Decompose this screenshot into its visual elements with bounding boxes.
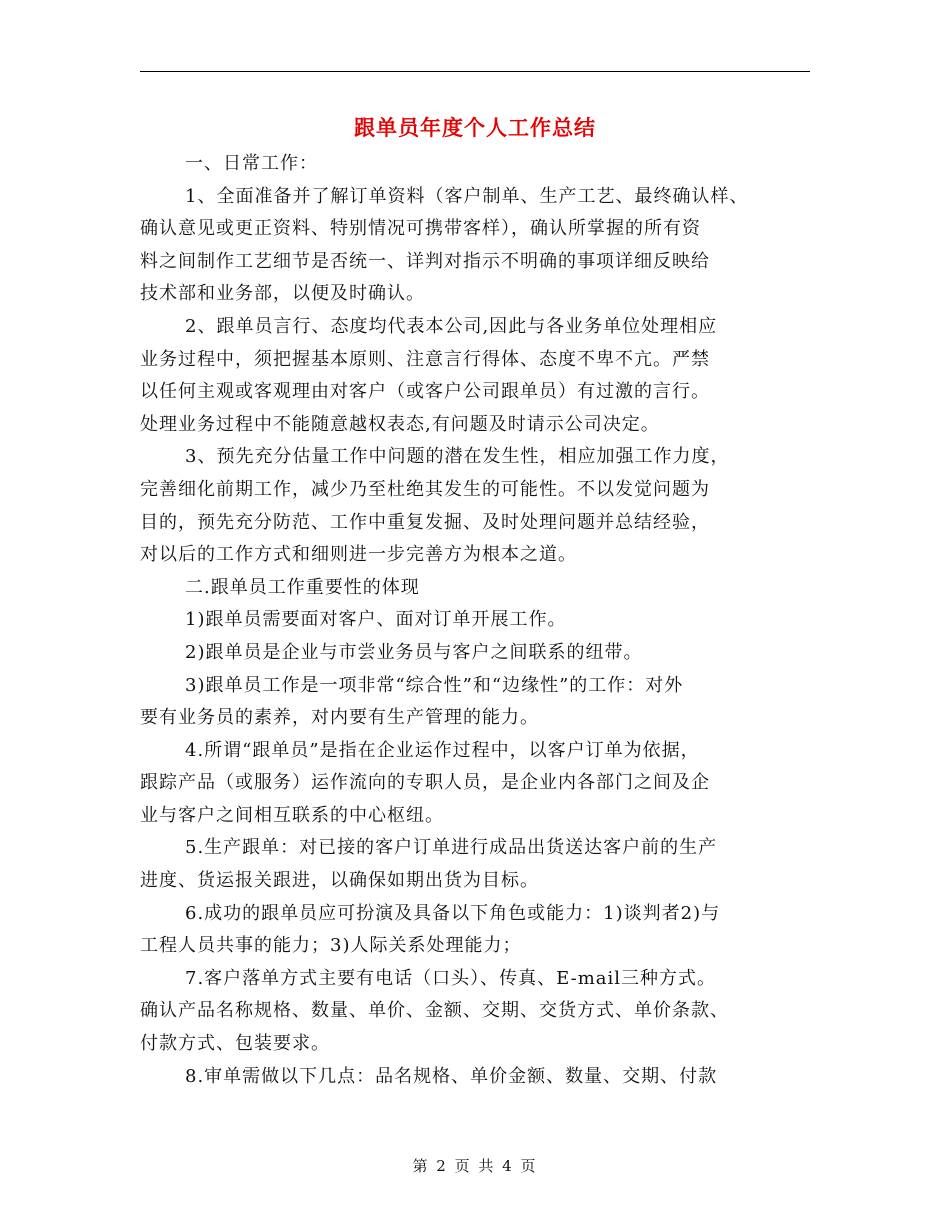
text-line: 一、日常工作： bbox=[185, 153, 318, 174]
text-line: 业务过程中，须把握基本原则、注意言行得体、态度不卑不亢。严禁 bbox=[140, 348, 710, 370]
text-line: 7.客户落单方式主要有电话（口头）、传真、E-mail三种方式。 bbox=[185, 967, 717, 989]
text-line: 确认意见或更正资料、特别情况可携带客样），确认所掌握的所有资 bbox=[140, 218, 701, 240]
text-line: 2)跟单员是企业与市尝业务员与客户之间联系的纽带。 bbox=[185, 641, 643, 663]
text-line: 二.跟单员工作重要性的体现 bbox=[185, 576, 420, 598]
text-line: 业与客户之间相互联系的中心枢纽。 bbox=[140, 804, 444, 826]
text-line: 处理业务过程中不能随意越权表态,有问题及时请示公司决定。 bbox=[140, 413, 660, 435]
text-line: 进度、货运报关跟进，以确保如期出货为目标。 bbox=[140, 870, 539, 892]
document-title: 跟单员年度个人工作总结 bbox=[354, 116, 596, 140]
text-line: 4.所谓“跟单员”是指在企业运作过程中，以客户订单为依据， bbox=[185, 739, 700, 761]
text-line: 以任何主观或客观理由对客户（或客户公司跟单员）有过激的言行。 bbox=[140, 381, 710, 403]
document-body bbox=[140, 148, 830, 1093]
text-line: 技术部和业务部，以便及时确认。 bbox=[140, 283, 425, 305]
text-line: 5.生产跟单：对已接的客户订单进行成品出货送达客户前的生产 bbox=[185, 837, 718, 859]
text-line: 完善细化前期工作，减少乃至杜绝其发生的可能性。不以发觉问题为 bbox=[140, 478, 710, 500]
text-line: 料之间制作工艺细节是否统一、详判对指示不明确的事项详细反映给 bbox=[140, 250, 710, 272]
text-line: 工程人员共事的能力；3)人际关系处理能力； bbox=[140, 935, 522, 957]
text-line: 1)跟单员需要面对客户、面对订单开展工作。 bbox=[185, 609, 567, 631]
text-line: 跟踪产品（或服务）运作流向的专职人员，是企业内各部门之间及企 bbox=[140, 772, 710, 794]
text-line: 1、全面准备并了解订单资料（客户制单、生产工艺、最终确认样、 bbox=[185, 185, 749, 207]
text-line: 3)跟单员工作是一项非常“综合性”和“边缘性”的工作：对外 bbox=[185, 674, 684, 696]
text-line: 付款方式、包装要求。 bbox=[140, 1033, 330, 1055]
text-line: 对以后的工作方式和细则进一步完善方为根本之道。 bbox=[140, 544, 577, 566]
header-rule bbox=[140, 71, 810, 72]
text-line: 3、预先充分估量工作中问题的潜在发生性，相应加强工作力度， bbox=[185, 446, 730, 468]
text-line: 8.审单需做以下几点：品名规格、单价金额、数量、交期、付款 bbox=[185, 1065, 718, 1087]
text-line: 确认产品名称规格、数量、单价、金额、交期、交货方式、单价条款、 bbox=[140, 1000, 729, 1022]
text-line: 2、跟单员言行、态度均代表本公司,因此与各业务单位处理相应 bbox=[185, 315, 718, 337]
text-line: 目的，预先充分防范、工作中重复发掘、及时处理问题并总结经验， bbox=[140, 511, 710, 533]
page-footer: 第 2 页 共 4 页 bbox=[412, 1157, 538, 1175]
text-line: 6.成功的跟单员应可扮演及具备以下角色或能力：1)谈判者2)与 bbox=[185, 902, 721, 924]
text-line: 要有业务员的素养，对内要有生产管理的能力。 bbox=[140, 707, 539, 729]
